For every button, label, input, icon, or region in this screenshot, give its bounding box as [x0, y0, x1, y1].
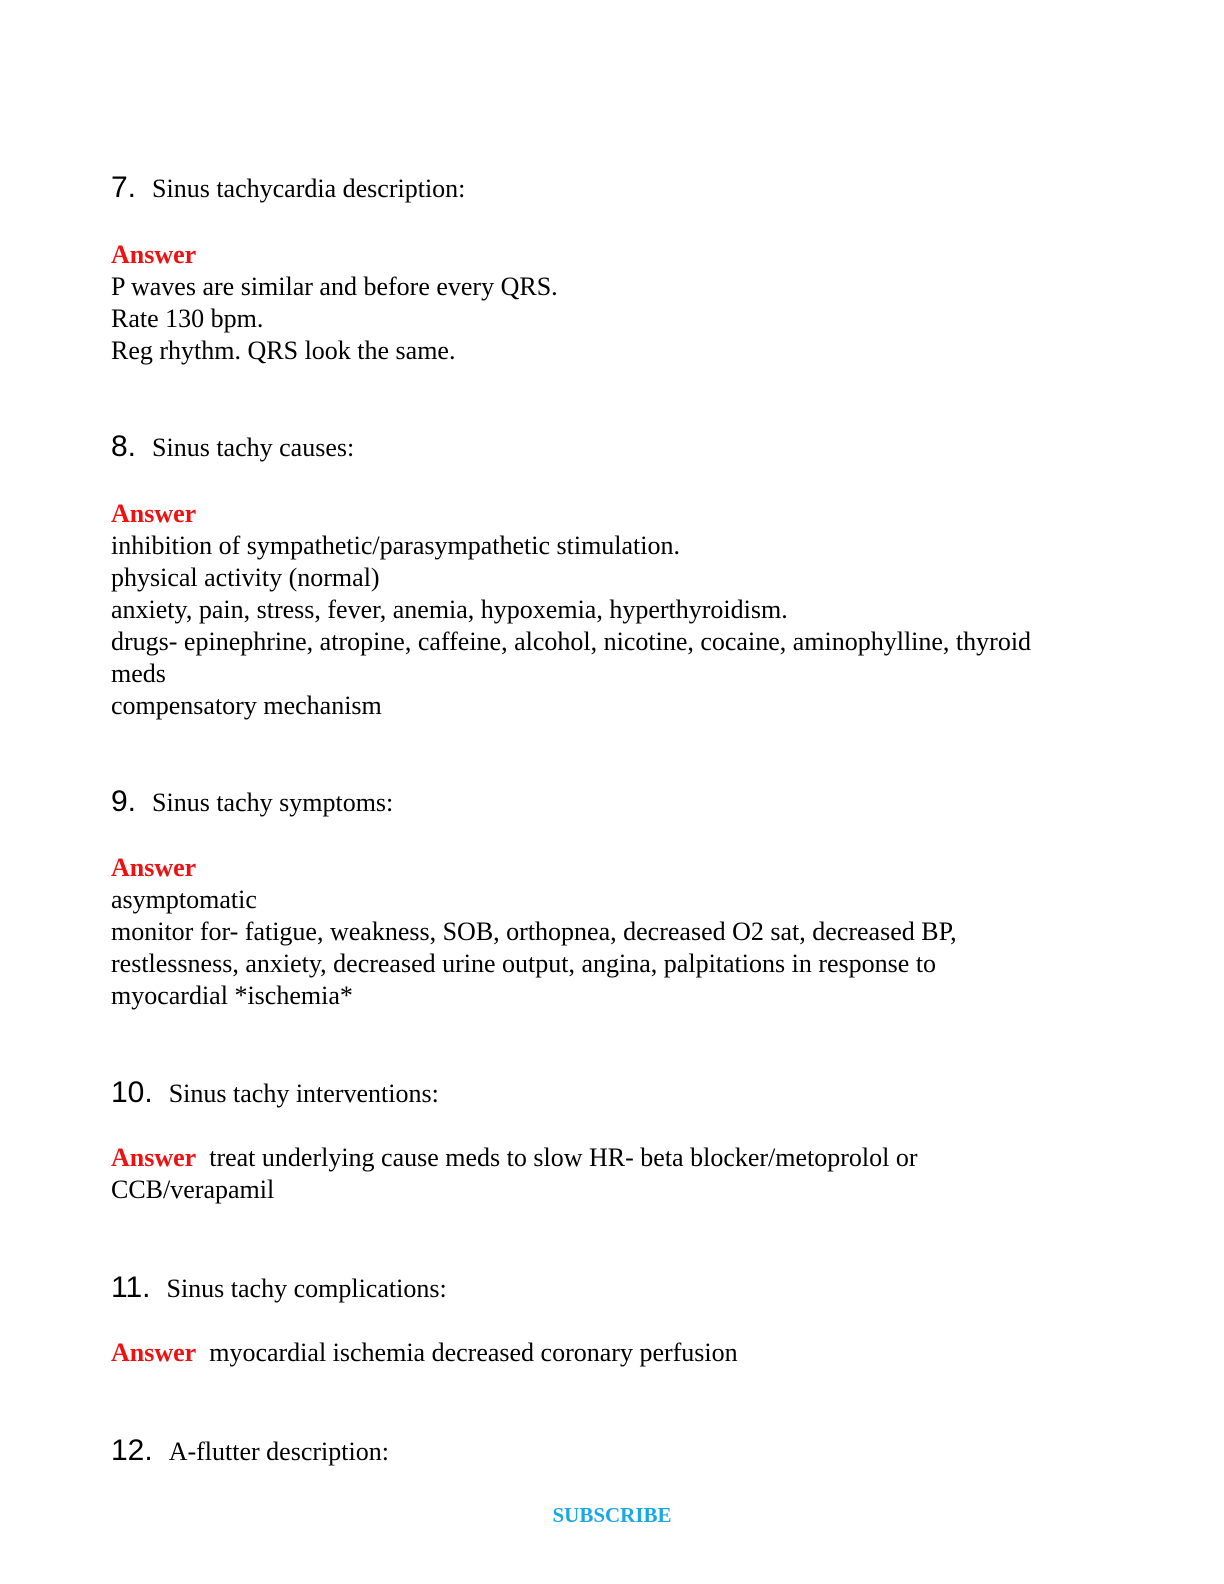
answer-line: asymptomatic — [111, 885, 257, 914]
answer-10 — [111, 1142, 1101, 1206]
question-number: 12. — [111, 1434, 153, 1467]
answer-inline-text: treat underlying cause meds to slow HR- beta blocker/metoprolol or — [209, 1143, 918, 1172]
answer-line: meds — [111, 659, 166, 688]
question-number: 8. — [111, 430, 137, 463]
subscribe-link[interactable]: SUBSCRIBE — [552, 1503, 672, 1527]
question-number: 7. — [111, 171, 137, 204]
question-text: A-flutter description: — [168, 1437, 389, 1466]
question-text: Sinus tachycardia description: — [152, 174, 466, 203]
question-text: Sinus tachy causes: — [152, 433, 355, 462]
answer-first-line — [111, 1142, 1101, 1174]
answer-8 — [111, 498, 1101, 722]
answer-line: anxiety, pain, stress, fever, anemia, hypoxemia, hyperthyroidism. — [111, 595, 788, 624]
question-8 — [111, 431, 354, 468]
question-text: Sinus tachy symptoms: — [152, 788, 394, 817]
answer-line: CCB/verapamil — [111, 1175, 275, 1204]
answer-line: P waves are similar and before every QRS. — [111, 272, 558, 301]
answer-line: Reg rhythm. QRS look the same. — [111, 336, 456, 365]
answer-line: Rate 130 bpm. — [111, 304, 264, 333]
question-9 — [111, 786, 393, 823]
question-number: 9. — [111, 785, 137, 818]
answer-inline-text: myocardial ischemia decreased coronary perfusion — [209, 1338, 738, 1367]
question-11 — [111, 1272, 447, 1309]
question-number: 11. — [111, 1271, 151, 1304]
question-text: Sinus tachy complications: — [166, 1274, 447, 1303]
answer-line: compensatory mechanism — [111, 691, 382, 720]
question-number: 10. — [111, 1076, 153, 1109]
answer-line: restlessness, anxiety, decreased urine output, angina, palpitations in response to — [111, 949, 937, 978]
answer-line: inhibition of sympathetic/parasympathetic stimulation. — [111, 531, 681, 560]
answer-9 — [111, 852, 1101, 1012]
answer-11 — [111, 1337, 1101, 1369]
answer-label: Answer — [111, 1143, 197, 1172]
answer-label: Answer — [111, 1338, 197, 1367]
answer-label: Answer — [111, 499, 197, 528]
question-text: Sinus tachy interventions: — [168, 1079, 439, 1108]
question-10 — [111, 1077, 439, 1114]
question-12 — [111, 1435, 389, 1472]
answer-label: Answer — [111, 853, 197, 882]
answer-line: physical activity (normal) — [111, 563, 380, 592]
answer-label: Answer — [111, 240, 197, 269]
answer-first-line — [111, 1337, 1101, 1369]
question-7 — [111, 172, 465, 209]
answer-line: monitor for- fatigue, weakness, SOB, orthopnea, decreased O2 sat, decreased BP, — [111, 917, 957, 946]
answer-line: drugs- epinephrine, atropine, caffeine, alcohol, nicotine, cocaine, aminophylline, thyroid — [111, 627, 1032, 656]
answer-line: myocardial *ischemia* — [111, 981, 353, 1010]
answer-7 — [111, 239, 1101, 367]
